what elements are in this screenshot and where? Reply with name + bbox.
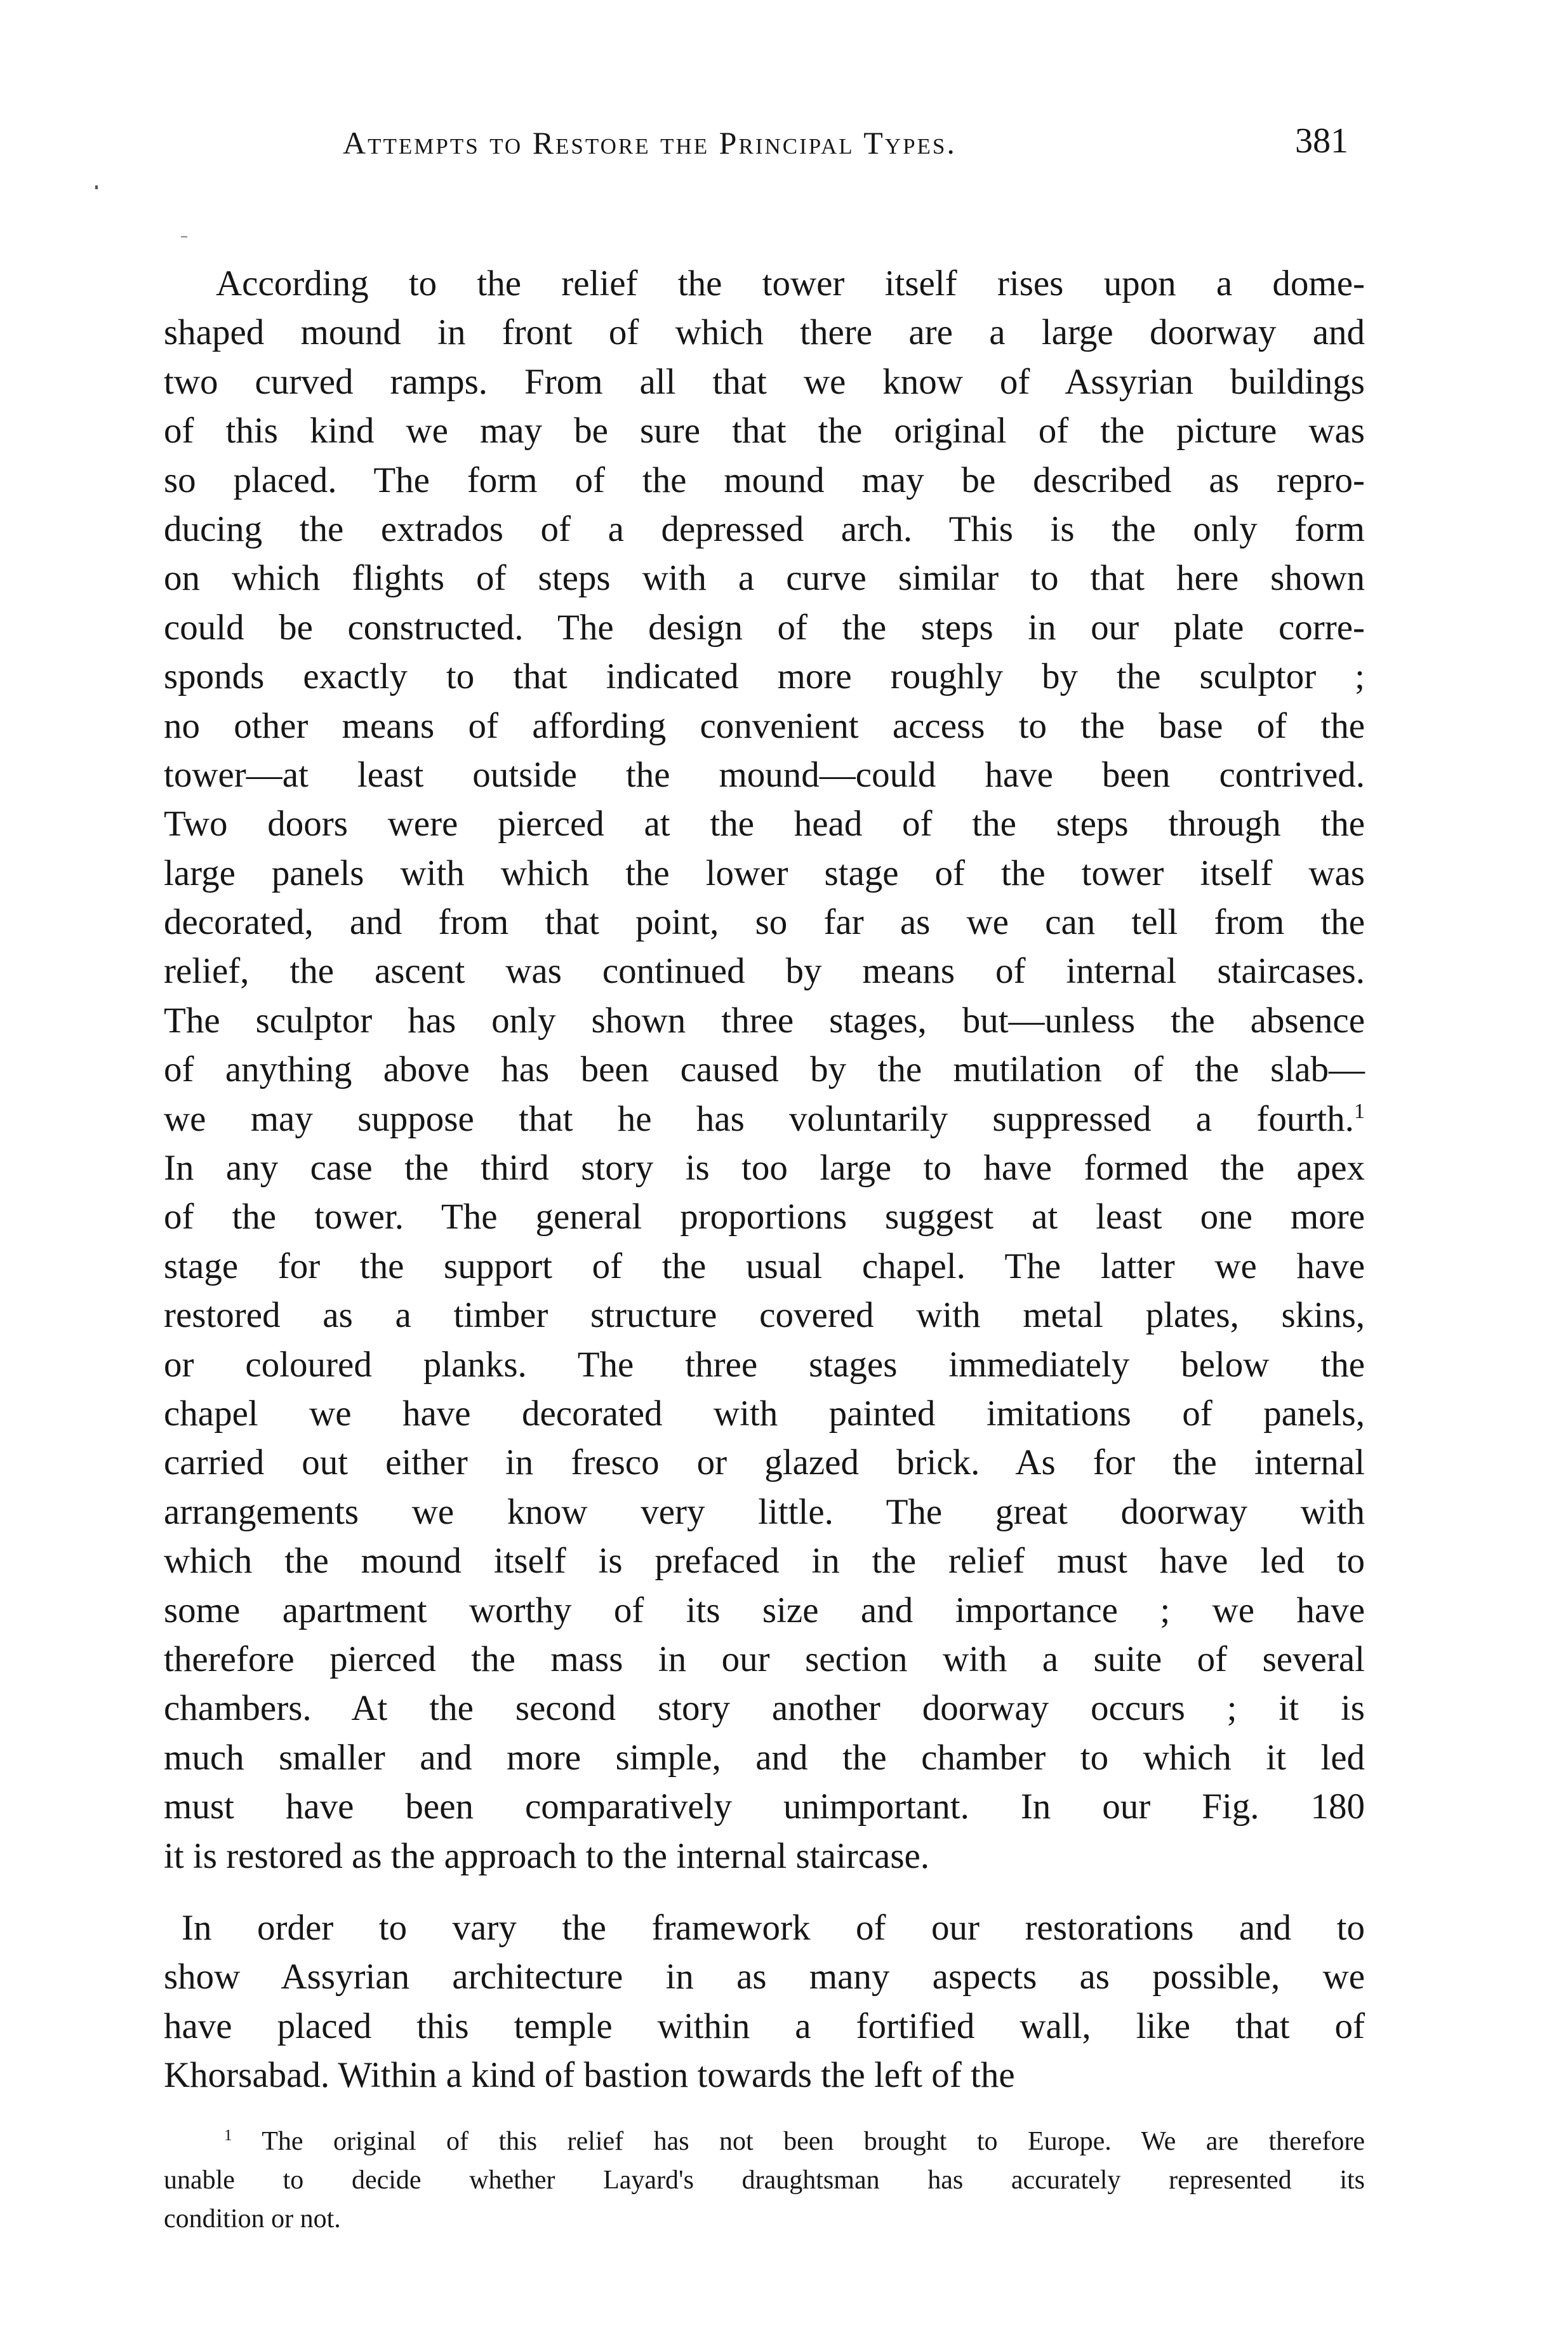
scan-speck <box>95 185 98 189</box>
scan-speck <box>181 236 187 237</box>
text-line: decorated, and from that point, so far as we can tell from the <box>164 902 1365 943</box>
text-line: Two doors were pierced at the head of the steps through the <box>164 804 1365 844</box>
text-line: sponds exactly to that indicated more roughly by the sculptor ; <box>164 656 1365 697</box>
text-line: which the mound itself is prefaced in the relief must have led to <box>164 1541 1365 1582</box>
text-line: so placed. The form of the mound may be described as repro- <box>164 460 1365 500</box>
text-line: In order to vary the framework of our restorations and to <box>182 1908 1365 1948</box>
footnote-reference: 1 <box>1353 1099 1365 1123</box>
text-line: chapel we have decorated with painted imitations of panels, <box>164 1393 1365 1434</box>
text-line: chambers. At the second story another doorway occurs ; it is <box>164 1688 1365 1729</box>
text-line: carried out either in fresco or glazed brick. As for the internal <box>164 1442 1365 1483</box>
text-line: tower—at least outside the mound—could have been contrived. <box>164 754 1365 795</box>
text-line: shaped mound in front of which there are a large doorway and <box>164 312 1365 353</box>
footnote-text: The original of this relief has not been brought to Europe. We are therefore <box>262 2127 1365 2156</box>
text-line: therefore pierced the mass in our section with a suite of several <box>164 1639 1365 1679</box>
text-line: According to the relief the tower itself rises upon a dome- <box>216 263 1365 303</box>
footnote-line <box>164 2122 1365 2161</box>
text-line: on which flights of steps with a curve similar to that here shown <box>164 558 1365 599</box>
text-line: restored as a timber structure covered with metal plates, skins, <box>164 1295 1365 1336</box>
text-line: must have been comparatively unimportant. In our Fig. 180 <box>164 1787 1365 1827</box>
text-line: In any case the third story is too large to have formed the apex <box>164 1148 1365 1189</box>
text-line: large panels with which the lower stage of the tower itself was <box>164 853 1365 893</box>
text-line: show Assyrian architecture in as many aspects as possible, we <box>164 1957 1365 1997</box>
text-line: no other means of affording convenient access to the base of the <box>164 705 1365 746</box>
text-line: of the tower. The general proportions suggest at least one more <box>164 1197 1365 1237</box>
page-number: 381 <box>1295 121 1348 161</box>
text-line: arrangements we know very little. The great doorway with <box>164 1491 1365 1532</box>
paragraph-1 <box>164 259 1365 1881</box>
text-line: Khorsabad. Within a kind of bastion towards the left of the <box>164 2055 1015 2096</box>
text-line: or coloured planks. The three stages immediately below the <box>164 1344 1365 1385</box>
text-line: relief, the ascent was continued by means of internal staircases. <box>164 951 1365 992</box>
running-title: Attempts to Restore the Principal Types. <box>343 125 957 161</box>
text-line: much smaller and more simple, and the chamber to which it led <box>164 1737 1365 1778</box>
footnote <box>164 2122 1365 2239</box>
footnote-marker: 1 <box>224 2127 232 2144</box>
footnote-line: unable to decide whether Layard's draughtsman has accurately represented its <box>164 2166 1365 2195</box>
text-line: ducing the extrados of a depressed arch. This is the only form <box>164 509 1365 549</box>
footnote-line: condition or not. <box>164 2204 341 2234</box>
text-line: two curved ramps. From all that we know of Assyrian buildings <box>164 361 1365 402</box>
text-line: could be constructed. The design of the steps in our plate corre- <box>164 607 1365 648</box>
text-line: it is restored as the approach to the internal staircase. <box>164 1835 930 1876</box>
text-line: The sculptor has only shown three stages, but—unless the absence <box>164 1000 1365 1041</box>
text-line: have placed this temple within a fortified wall, like that of <box>164 2006 1365 2046</box>
text-line: stage for the support of the usual chapel. The latter we have <box>164 1246 1365 1286</box>
text-line: some apartment worthy of its size and importance ; we have <box>164 1590 1365 1630</box>
text-line: we may suppose that he has voluntarily suppressed a fourth.$^1$ <box>164 1098 1365 1139</box>
paragraph-2 <box>164 1903 1365 2100</box>
text-line: of this kind we may be sure that the original of the picture was <box>164 411 1365 451</box>
text-line: of anything above has been caused by the mutilation of the slab— <box>164 1049 1365 1090</box>
